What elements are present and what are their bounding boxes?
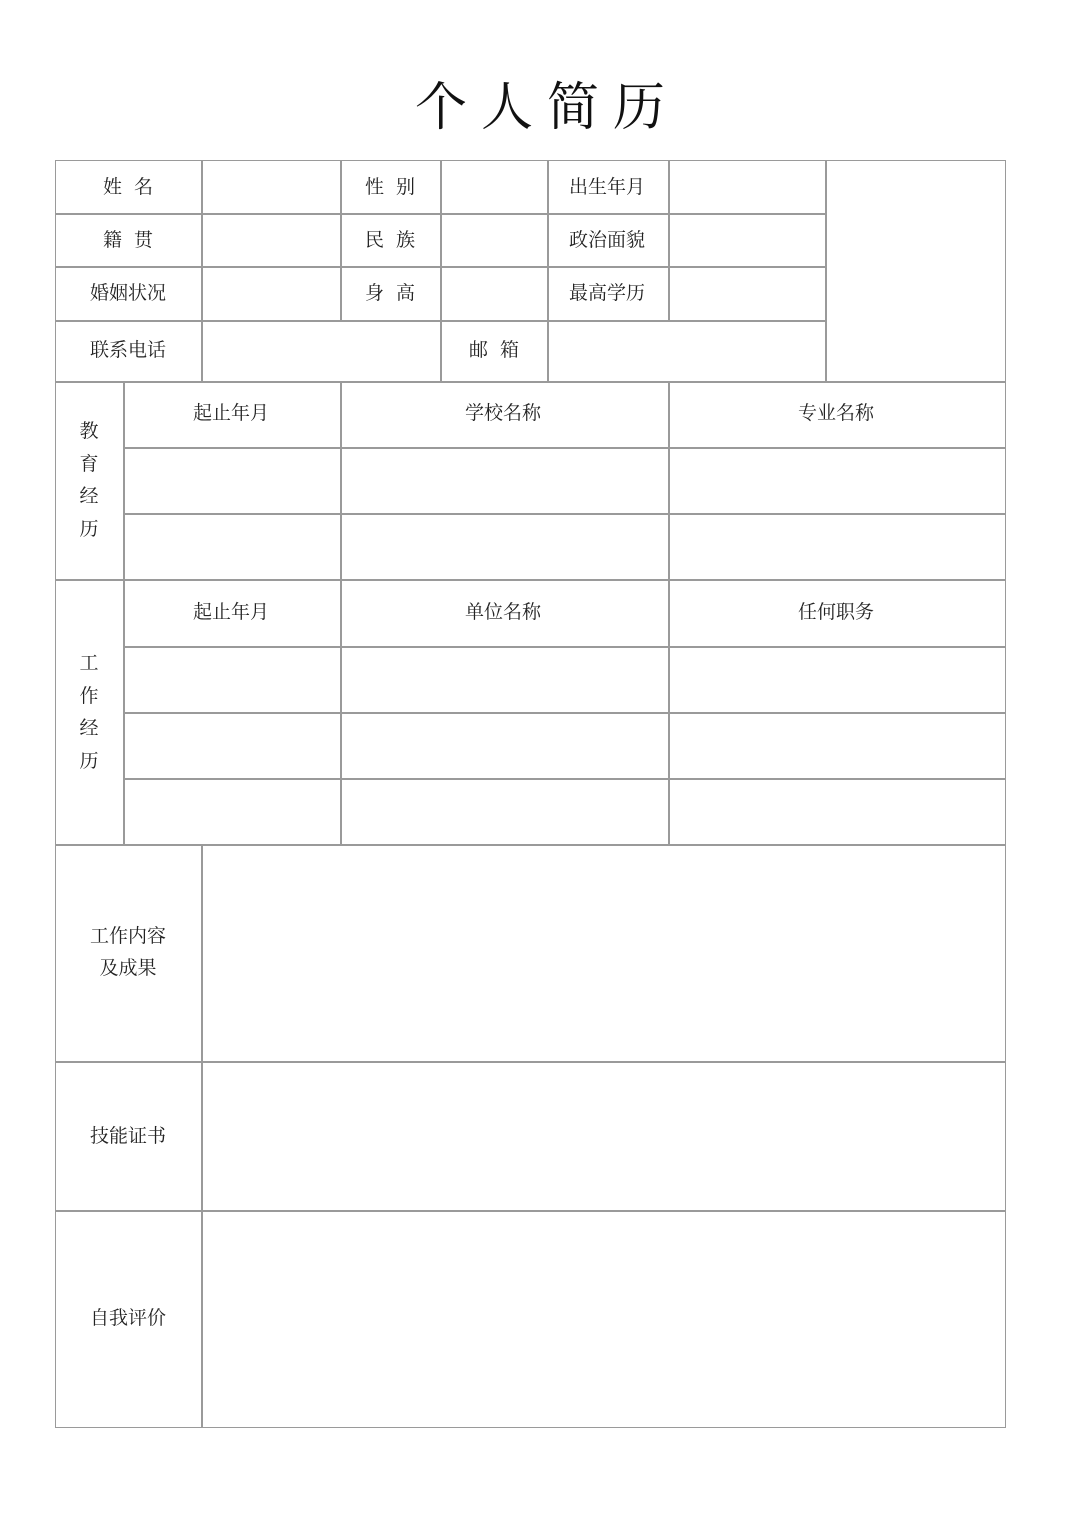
- education-col-major: 专业名称: [797, 402, 875, 424]
- self-evaluation-field[interactable]: [202, 1211, 1005, 1427]
- photo-area[interactable]: [826, 161, 1005, 381]
- education-row-1-major[interactable]: [669, 448, 1005, 513]
- work-col-period: 起止年月: [192, 601, 270, 623]
- birth-field[interactable]: [669, 161, 825, 213]
- work-row-3-position[interactable]: [669, 779, 1005, 844]
- education-level-label: 最高学历: [568, 282, 646, 304]
- work-row-1-position[interactable]: [669, 647, 1005, 712]
- achievements-label: 工作内容及成果: [89, 925, 166, 979]
- education-level-field[interactable]: [669, 267, 825, 320]
- work-row-1-company[interactable]: [341, 647, 668, 712]
- col-divider: [340, 160, 342, 320]
- email-label: 邮 箱: [468, 339, 520, 361]
- skills-field[interactable]: [202, 1062, 1005, 1210]
- work-section-label: 工作经历: [79, 652, 99, 772]
- native-place-label: 籍 贯: [102, 229, 154, 251]
- work-row-1-period[interactable]: [124, 647, 340, 712]
- height-label: 身 高: [364, 282, 416, 304]
- education-row-2-major[interactable]: [669, 514, 1005, 579]
- achievements-field[interactable]: [202, 845, 1005, 1061]
- work-row-3-period[interactable]: [124, 779, 340, 844]
- education-section-label: 教育经历: [79, 420, 99, 540]
- phone-field[interactable]: [202, 321, 440, 381]
- self-evaluation-label: 自我评价: [89, 1307, 167, 1329]
- work-col-company: 单位名称: [464, 601, 542, 623]
- birth-label: 出生年月: [568, 176, 646, 198]
- education-row-1-period[interactable]: [124, 448, 340, 513]
- work-row-3-company[interactable]: [341, 779, 668, 844]
- email-field[interactable]: [548, 321, 825, 381]
- work-row-2-position[interactable]: [669, 713, 1005, 778]
- work-row-2-company[interactable]: [341, 713, 668, 778]
- education-col-school: 学校名称: [464, 402, 542, 424]
- education-row-1-school[interactable]: [341, 448, 668, 513]
- row-divider: [55, 579, 1006, 581]
- gender-label: 性 别: [364, 176, 416, 198]
- phone-label: 联系电话: [89, 339, 167, 361]
- name-field[interactable]: [202, 161, 340, 213]
- political-status-label: 政治面貌: [568, 229, 646, 251]
- page-title: 个人简历: [414, 78, 679, 138]
- skills-label: 技能证书: [89, 1125, 167, 1147]
- education-col-period: 起止年月: [192, 402, 270, 424]
- work-row-2-period[interactable]: [124, 713, 340, 778]
- marital-status-label: 婚姻状况: [89, 282, 167, 304]
- political-status-field[interactable]: [669, 214, 825, 266]
- ethnicity-field[interactable]: [441, 214, 547, 266]
- row-divider: [55, 381, 1006, 383]
- native-place-field[interactable]: [202, 214, 340, 266]
- education-row-2-school[interactable]: [341, 514, 668, 579]
- ethnicity-label: 民 族: [364, 229, 416, 251]
- name-label: 姓 名: [102, 176, 154, 198]
- height-field[interactable]: [441, 267, 547, 320]
- education-row-2-period[interactable]: [124, 514, 340, 579]
- gender-field[interactable]: [441, 161, 547, 213]
- work-col-position: 任何职务: [797, 601, 875, 623]
- marital-status-field[interactable]: [202, 267, 340, 320]
